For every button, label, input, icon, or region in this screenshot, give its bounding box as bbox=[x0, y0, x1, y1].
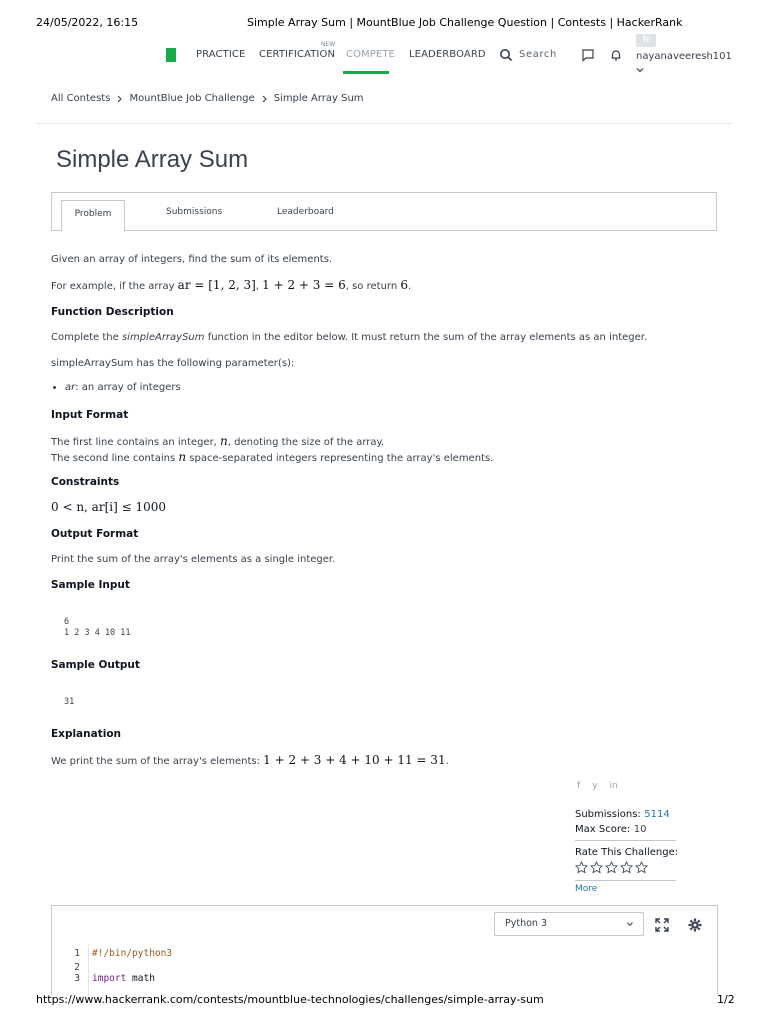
active-nav-indicator bbox=[343, 71, 389, 74]
notifications-bell-icon[interactable] bbox=[609, 48, 623, 62]
input-line2-prefix: The second line contains bbox=[51, 453, 179, 464]
facebook-icon[interactable]: f bbox=[577, 781, 581, 791]
avatar[interactable]: N bbox=[636, 34, 656, 47]
input-line1-suffix: , denoting the size of the array. bbox=[227, 437, 385, 448]
sample-input-line-1: 6 bbox=[64, 617, 70, 627]
print-page-title: Simple Array Sum | MountBlue Job Challenge Question | Contests | HackerRank bbox=[247, 16, 683, 29]
language-select-value: Python 3 bbox=[505, 918, 547, 929]
params-list bbox=[51, 381, 181, 395]
breadcrumb-all-contests[interactable]: All Contests bbox=[51, 93, 111, 104]
input-line2-suffix: space-separated integers representing the array's elements. bbox=[186, 453, 494, 464]
input-format-heading: Input Format bbox=[51, 409, 129, 421]
func-desc-suffix: function in the editor below. It must return the sum of the array elements as an integer. bbox=[204, 332, 648, 343]
output-format-heading: Output Format bbox=[51, 528, 139, 540]
top-nav bbox=[0, 35, 768, 80]
sample-output-value: 31 bbox=[64, 697, 75, 707]
nav-compete[interactable]: COMPETE bbox=[346, 49, 395, 60]
function-name: simpleArraySum bbox=[121, 332, 205, 343]
rate-challenge-label: Rate This Challenge: bbox=[575, 847, 679, 858]
star-icon[interactable] bbox=[635, 861, 648, 874]
submissions-stat bbox=[575, 807, 670, 820]
username-menu[interactable]: nayanaveeresh101 bbox=[636, 51, 732, 62]
rating-stars bbox=[575, 861, 648, 874]
side-divider bbox=[575, 840, 676, 841]
sample-output-heading: Sample Output bbox=[51, 659, 140, 671]
print-datetime: 24/05/2022, 16:15 bbox=[36, 16, 139, 29]
max-score-stat bbox=[575, 822, 646, 835]
chevron-down-icon[interactable] bbox=[636, 66, 644, 74]
explanation-heading: Explanation bbox=[51, 728, 122, 740]
nav-leaderboard[interactable]: LEADERBOARD bbox=[409, 49, 486, 60]
more-link[interactable]: More bbox=[575, 884, 598, 894]
star-icon[interactable] bbox=[575, 861, 588, 874]
sample-input-line-2: 1 2 3 4 10 11 bbox=[64, 628, 131, 638]
language-select[interactable] bbox=[494, 912, 644, 936]
nav-practice[interactable]: PRACTICE bbox=[196, 49, 246, 60]
submissions-count[interactable]: 5114 bbox=[644, 809, 670, 820]
function-description bbox=[51, 331, 647, 345]
input-format-line-1 bbox=[51, 434, 384, 450]
example-prefix: For example, if the array bbox=[51, 281, 178, 292]
chevron-down-icon bbox=[627, 921, 633, 927]
code-editor bbox=[51, 905, 718, 995]
fullscreen-expand-icon[interactable] bbox=[655, 918, 669, 932]
example-comma: , bbox=[255, 281, 263, 292]
output-format-text: Print the sum of the array's elements as a single integer. bbox=[51, 554, 336, 565]
tab-leaderboard[interactable]: Leaderboard bbox=[277, 207, 334, 217]
print-page-number: 1/2 bbox=[717, 993, 735, 1006]
explanation-math: 1 + 2 + 3 + 4 + 10 + 11 = 31 bbox=[263, 753, 446, 767]
explanation bbox=[51, 753, 449, 769]
messages-icon[interactable] bbox=[581, 48, 595, 62]
example-end: . bbox=[408, 281, 412, 292]
breadcrumb-challenge[interactable]: Simple Array Sum bbox=[273, 93, 364, 104]
example-math-result: 6 bbox=[400, 278, 408, 292]
constraints-math: 0 < n, ar[i] ≤ 1000 bbox=[51, 500, 166, 514]
side-divider bbox=[575, 880, 676, 881]
editor-gutter bbox=[88, 944, 89, 996]
line-number: 2 bbox=[74, 962, 80, 973]
challenge-tabs bbox=[51, 192, 717, 231]
func-desc-prefix: Complete the bbox=[51, 332, 122, 343]
page-title: Simple Array Sum bbox=[56, 146, 249, 173]
star-icon[interactable] bbox=[605, 861, 618, 874]
search-input[interactable]: Search bbox=[519, 49, 557, 60]
social-share bbox=[577, 781, 618, 791]
function-description-heading: Function Description bbox=[51, 306, 174, 318]
input-line1-prefix: The first line contains an integer, bbox=[51, 437, 221, 448]
code-text: math bbox=[126, 973, 155, 984]
problem-intro: Given an array of integers, find the sum of its elements. bbox=[51, 254, 333, 265]
param-desc: : an array of integers bbox=[75, 382, 181, 393]
hackerrank-logo[interactable] bbox=[166, 48, 176, 62]
max-score-value: 10 bbox=[633, 824, 647, 835]
example-math-array: ar = [1, 2, 3] bbox=[177, 278, 256, 292]
input-format-line-2 bbox=[51, 450, 493, 466]
param-item bbox=[65, 381, 181, 395]
chevron-right-icon bbox=[261, 95, 268, 103]
params-intro: simpleArraySum has the following parameter(s): bbox=[51, 358, 295, 369]
breadcrumb-contest[interactable]: MountBlue Job Challenge bbox=[129, 93, 255, 104]
explanation-text: We print the sum of the array's elements: bbox=[51, 756, 264, 767]
example-math-sum: 1 + 2 + 3 = 6 bbox=[262, 278, 346, 292]
linkedin-icon[interactable]: in bbox=[609, 781, 618, 791]
chevron-right-icon bbox=[116, 95, 123, 103]
code-text: #!/bin/python3 bbox=[92, 948, 173, 959]
tab-submissions[interactable]: Submissions bbox=[166, 207, 223, 217]
line-number: 3 bbox=[74, 973, 80, 984]
param-name: ar bbox=[65, 382, 76, 393]
search-icon[interactable] bbox=[499, 48, 513, 62]
star-icon[interactable] bbox=[620, 861, 633, 874]
nav-certification[interactable]: CERTIFICATION bbox=[259, 49, 336, 60]
twitter-icon[interactable]: y bbox=[592, 781, 598, 791]
explanation-end: . bbox=[445, 756, 449, 767]
tab-problem[interactable]: Problem bbox=[61, 200, 125, 232]
max-score-label: Max Score: bbox=[575, 824, 631, 835]
problem-example bbox=[51, 278, 411, 294]
sample-input-heading: Sample Input bbox=[51, 579, 130, 591]
line-number: 1 bbox=[74, 948, 80, 959]
var-n: n bbox=[178, 450, 187, 464]
example-suffix: , so return bbox=[345, 281, 401, 292]
star-icon[interactable] bbox=[590, 861, 603, 874]
breadcrumb bbox=[51, 93, 364, 104]
submissions-label: Submissions: bbox=[575, 809, 641, 820]
print-url: https://www.hackerrank.com/contests/mountblue-technologies/challenges/simple-array-sum bbox=[36, 993, 544, 1006]
var-n: n bbox=[220, 434, 228, 448]
constraints-heading: Constraints bbox=[51, 476, 120, 488]
new-badge: NEW bbox=[321, 41, 336, 48]
code-keyword: import bbox=[92, 973, 127, 984]
gear-icon[interactable] bbox=[688, 918, 702, 932]
header-divider bbox=[36, 123, 732, 124]
